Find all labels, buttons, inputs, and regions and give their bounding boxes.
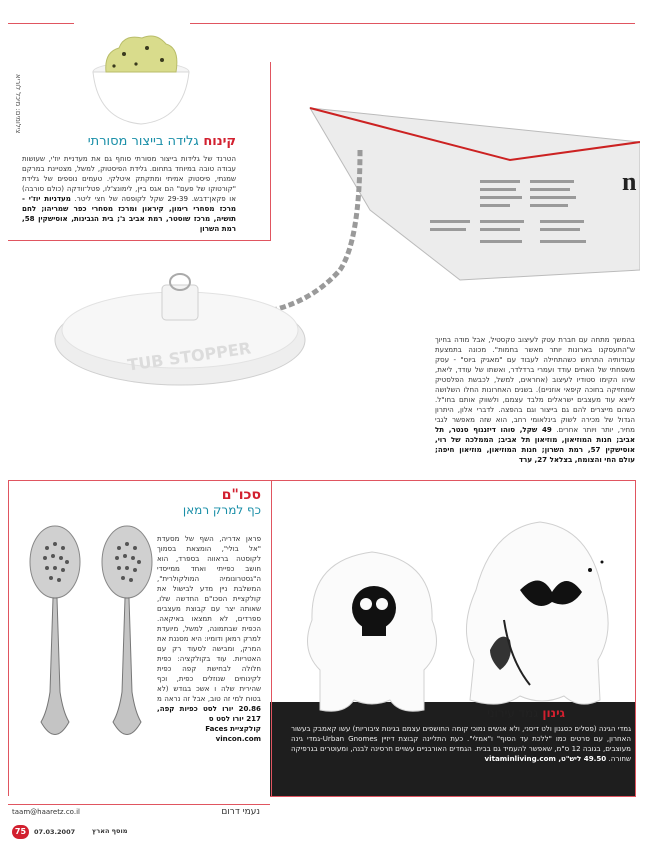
boat-article-body: בהמשך מתחה עם חברת עטק לעיצוב טקסטיל, אבל מודה בחיוך ש"התעסקנו בארונות יותר מאשר בחמות". מכונה בתמצעת עבודותיה התרחש כשהתחילה לעבוד עם "מאגיק ביוס" - עסק משפחתי של האחים עודד ועמרי ברדלדר, ואשתו של עודד, ליאת, שיהו הקימו סטודיו לעיצוב (אחראים, למשל, לכבשת הפלסטיק שמחזיקה בחוכה קיפאי אוזניים). בשנים האחרונות החלו השלושה לייצא עוד מעצבים ישראלים מלבד עצמם, ולשווק אותם בחו"ל. כשהם מייצרים להם גם בייצור וגם בהפצה. לדברי אלון, היתרון הגדול של מכירה לשוק בינלאומי רחב, הוא שזה מאפשר לגבי מחיר, יותר ויותר אחרים. 49 שקל, סוהו דיזנגוף סנטר, תל אביב; חנות המוזיאון, מוזיאון תל אביב; הממלכה של רוי, אוסישקין 57, רמת השרון; חנות המוזיאון, מוזיאון חיפה; עולם החי והצומח, בצלאל 27, ערד bbox=[435, 335, 635, 464]
page-number-badge bbox=[12, 825, 29, 839]
kinuach-body: הטרנד של גלידות בייצור מסורתי סוחף גם את מעדניית יוז'י, שעושות עבודה טובה במיוחד בתחום. גלידת הפיסטוק, למשל, מצטיינת במרקם שמנתי, פיסטוק אמיתי ומתקתק איטלקי. טעמים נוספים של גלידת "קורטוקו של פעם" הם אגס ביין, לימונצ'לו, פטל־וודקה (כולם סורבה) או פקאן־דבש. 29-39 שקל לקופסה של חצי ליטר. מעדניות יוז'י - מרכז מסחרי רימון, קיראון ומרכז מסחרי כפר שמריהו; לחם תושיה, מרכז שוסטר, רמת אביב ג'; בית הגבינות, אוסישקין 58, רמת השרון bbox=[22, 154, 236, 233]
top-rule-right bbox=[190, 23, 635, 24]
top-rule-left bbox=[8, 23, 74, 24]
spoons-label: סכו"ם bbox=[221, 487, 261, 503]
spoons-heading bbox=[131, 488, 261, 518]
ginun-heading bbox=[365, 706, 565, 720]
photo-credit: צילומים: מיכל לוריא bbox=[14, 74, 22, 134]
gnomes-image bbox=[290, 510, 620, 715]
plug-text: TUB STOPPER bbox=[126, 338, 253, 375]
kinuach-title: גלידה בייצור מסורתי bbox=[87, 134, 199, 149]
footer-author-bar bbox=[8, 804, 270, 823]
ginun-body: גמדי הגינה (פסלים כסגנון ולט דיסני, ולא אנשים נמוכי קומה החושפים עצמם בגינות ציבוריות) עשו קאמבק בעשור האחרון, עם סרטים כמו "ללכת עד הסוף" ו"אמלי". כעת התליינה קבוצת דיזיין Urban Gnomes-גמדי גינה מעוצבים, בגובה 12 ס"מ, שאפשר להעמיד גם בבית. הגמדים האורבניים עשויים חרסינה לבנה, ומעוטרים בגרפיקה שחורה. 49.50 ליש"ט, vitaminliving.com bbox=[291, 724, 632, 763]
spoons-prices: 20.86 יורו לסט כפיות קפה, 217 יורו לסט ס bbox=[157, 704, 261, 723]
spoons-body: פראן אדריה, השף של מסעדת "אל בולי", הומצאת בסמוך לקוסטה בראווה בספרד, הוא חושב כפייתי ואחד ממייסדי ה"גסטרונומיה המולקולרית", המשלבת ניין מדע לבישול את קולקציית הסכו"ם החדשה שלו, שאותה יצר עם קבוצת מעצבים ספרדים, לא תמצאו באיקאה. הכפית שבתמונה, למשל, מיועדת למרק רמאן ודומיו: היא מסננת את המרק, ומבישה לסעוד רק עם האטריות. עוד בקולקציה: כפית חלולה לבחישת קפה כפית לקינוחים שנוזלים כפית, וכף שהירית שלה ו אשכ בגודש (לא בטוח למי זה טוב, אבל זה נראה מ 20.86 יורו לסט כפיות קפה, 217 יורו לסט ס קולקציית Faces vincon.com bbox=[157, 534, 261, 743]
footer-author: נעמי דרום bbox=[221, 807, 260, 817]
spoons-site: vincon.com bbox=[215, 734, 261, 743]
footer-email: taam@haaretz.co.il bbox=[12, 808, 80, 816]
spoons-collection: קולקציית Faces bbox=[205, 724, 261, 733]
spoons-title: כף למרק רמאן bbox=[182, 503, 261, 517]
footer-page-number: 75 bbox=[14, 827, 27, 836]
svg-text:n: n bbox=[622, 167, 637, 196]
spoons-section bbox=[8, 480, 272, 796]
footer-date: 07.03.2007 bbox=[34, 828, 76, 836]
ginun-label: גינון bbox=[542, 706, 565, 720]
kinuach-where: מעדניות יוז'י - מרכז מסחרי רימון, קיראון ומרכז מסחרי כפר שמריהו; לחם תושיה, מרכז שוסטר, רמת אביב ג'; בית הגבינות, אוסישקין 58, רמת השרון bbox=[22, 194, 236, 233]
ginun-section bbox=[270, 480, 636, 797]
ginun-title: גמד עירוני bbox=[487, 706, 539, 720]
footer-magazine: מוסף הארץ bbox=[92, 827, 128, 835]
boat-where: 49 שקל, סוהו דיזנגוף סנטר, תל אביב; חנות המוזיאון, מוזיאון תל אביב; הממלכה של רוי, אוסישקין 57, רמת השרון; חנות המוזיאון, מוזיאון חיפה; עולם החי והצומח, בצלאל 27, ערד bbox=[435, 425, 635, 464]
kinuach-label: קינוח bbox=[203, 134, 236, 149]
spoons-image bbox=[17, 522, 167, 752]
ginun-price-site: 49.50 ליש"ט, vitaminliving.com bbox=[484, 754, 607, 763]
